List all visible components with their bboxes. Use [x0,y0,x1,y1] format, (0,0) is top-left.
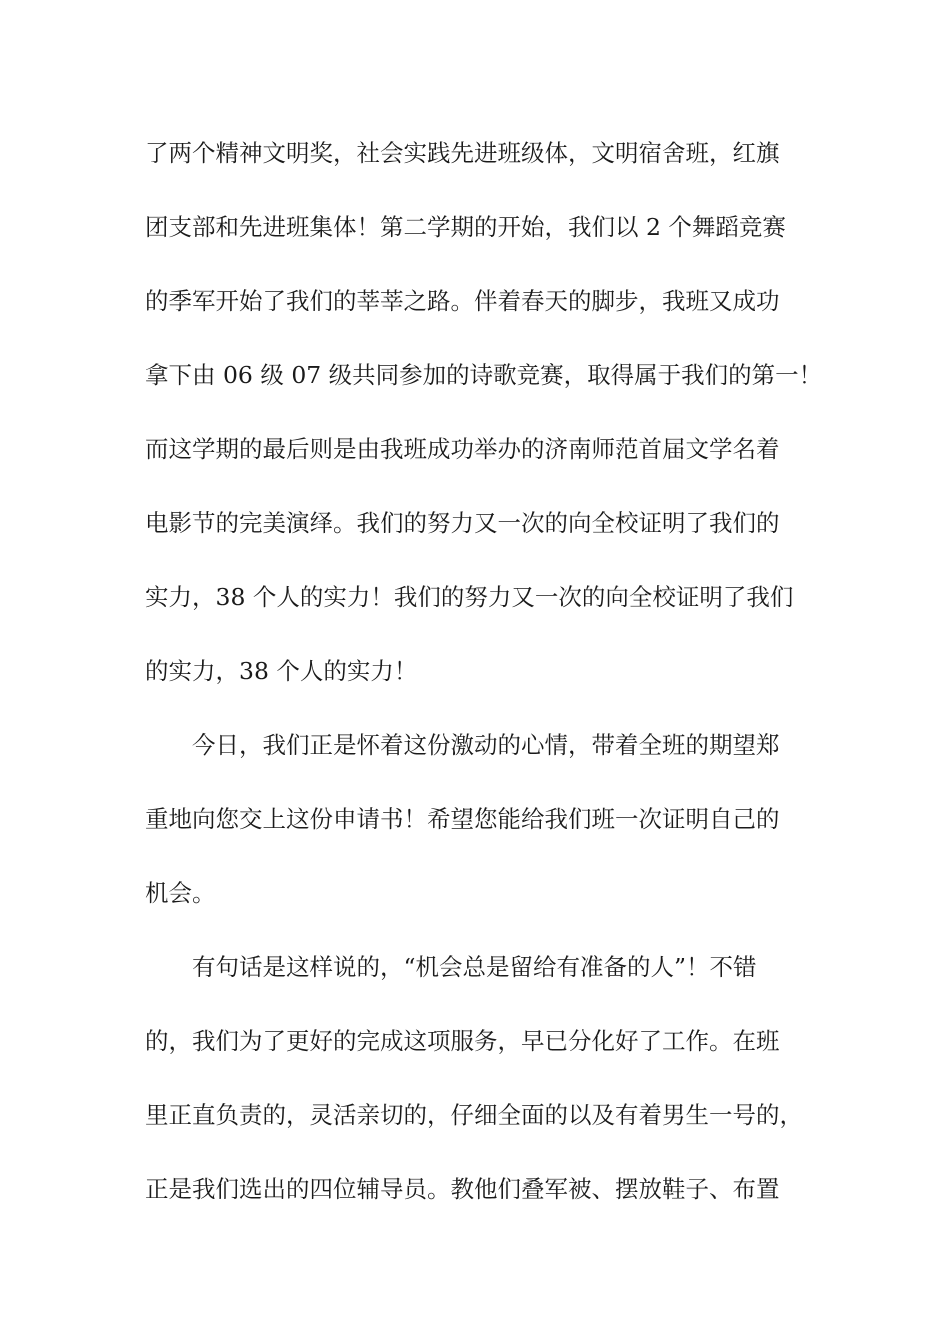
document-body [145,128,823,1238]
paragraph-line: 团支部和先进班集体！第二学期的开始，我们以 2 个舞蹈竞赛 [145,213,786,241]
paragraph-line: 机会。 [145,879,216,907]
paragraph-line: 正是我们选出的四位辅导员。教他们叠军被、摆放鞋子、布置 [145,1175,780,1203]
paragraph-line: 而这学期的最后则是由我班成功举办的济南师范首届文学名着 [145,435,780,463]
paragraph-2 [145,720,815,942]
paragraph-line: 电影节的完美演绎。我们的努力又一次的向全校证明了我们的 [145,509,780,537]
paragraph-line: 重地向您交上这份申请书！希望您能给我们班一次证明自己的 [145,805,780,833]
paragraph-line: 的实力，38 个人的实力！ [145,657,418,685]
paragraph-line: 的，我们为了更好的完成这项服务，早已分化好了工作。在班 [145,1027,780,1055]
paragraph-1 [145,128,823,720]
paragraph-line: 了两个精神文明奖，社会实践先进班级体，文明宿舍班，红旗 [145,139,780,167]
paragraph-line: 里正直负责的，灵活亲切的，仔细全面的以及有着男生一号的， [145,1101,803,1129]
paragraph-line: 有句话是这样说的，“机会总是留给有准备的人”！不错 [192,953,757,981]
paragraph-3 [145,942,815,1238]
paragraph-line: 拿下由 06 级 07 级共同参加的诗歌竞赛，取得属于我们的第一！ [145,361,823,389]
paragraph-line: 今日，我们正是怀着这份激动的心情，带着全班的期望郑 [192,731,780,759]
paragraph-line: 实力，38 个人的实力！我们的努力又一次的向全校证明了我们 [145,583,794,611]
paragraph-line: 的季军开始了我们的莘莘之路。伴着春天的脚步，我班又成功 [145,287,780,315]
